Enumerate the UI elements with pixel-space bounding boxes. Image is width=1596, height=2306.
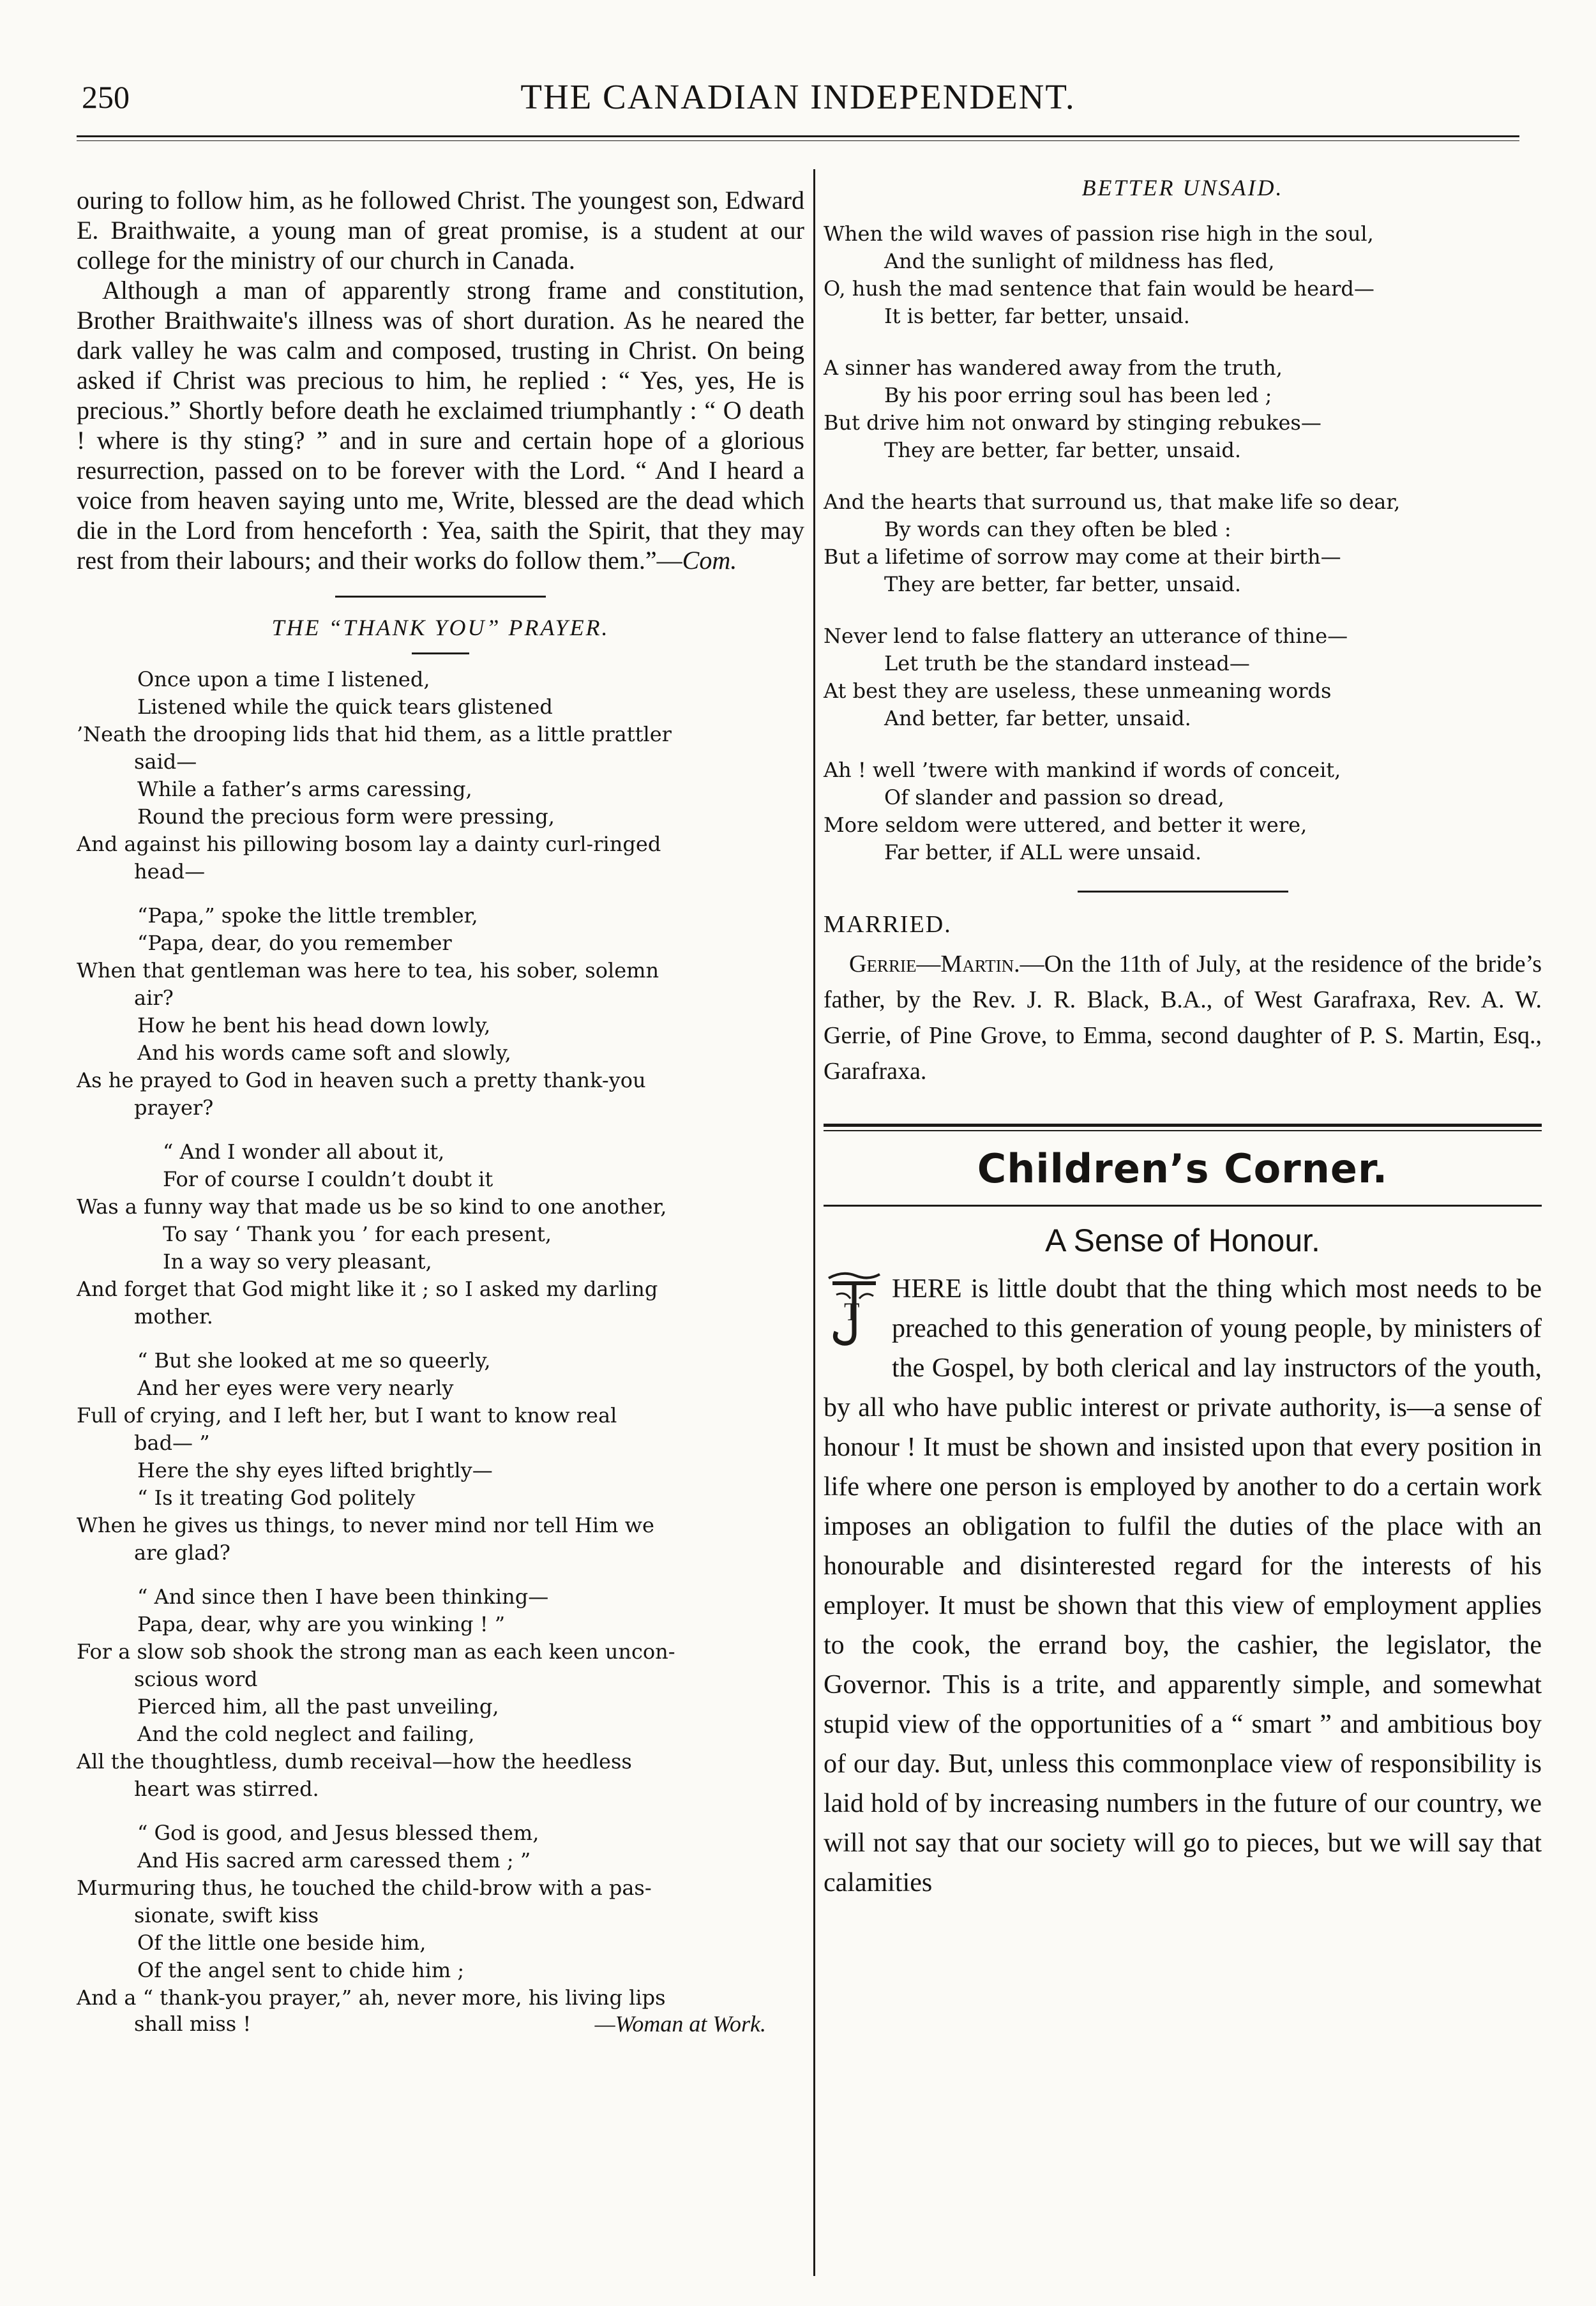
poem-line: When the wild waves of passion rise high in the soul, bbox=[824, 222, 1374, 246]
married-details: —On the 11th of July, at the residence of the bride’s father, by the Rev. J. R. Black, B.A., of West Garafraxa, Rev. A. W. Gerrie, of Pine Grove, to Emma, second daughter of P. S. Martin, Esq., Garafraxa. bbox=[824, 951, 1542, 1085]
poem-line: And the hearts that surround us, that make life so dear, bbox=[824, 490, 1401, 514]
article-title: A Sense of Honour. bbox=[1045, 1223, 1320, 1258]
poem-stanza bbox=[77, 1583, 804, 1803]
double-rule-bottom bbox=[824, 1130, 1542, 1131]
obituary-article bbox=[77, 185, 804, 575]
thank-you-poem bbox=[77, 666, 804, 2012]
poem-line: And His sacred arm caressed them ; ” bbox=[137, 1848, 531, 1873]
married-text bbox=[824, 946, 1542, 1089]
poem-line: When he gives us things, to never mind nor tell Him we bbox=[77, 1513, 654, 1537]
poem-line: Of the angel sent to chide him ; bbox=[137, 1958, 465, 1982]
poem-line: “ And since then I have been thinking— bbox=[137, 1585, 549, 1609]
poem-stanza bbox=[77, 666, 804, 885]
poem-title: THE “THANK YOU” PRAYER. bbox=[271, 615, 610, 640]
obituary-paragraph: ouring to follow him, as he followed Christ. The youngest son, Edward E. Braithwaite, a young man of great promise, is a student at our college for the ministry of our church in Canada. bbox=[77, 186, 804, 275]
poem-line: “ But she looked at me so queerly, bbox=[137, 1348, 491, 1373]
poem-stanza bbox=[824, 220, 1542, 330]
poem-line: said— bbox=[134, 750, 197, 774]
poem-line: prayer? bbox=[134, 1096, 214, 1120]
poem-line: In a way so very pleasant, bbox=[163, 1249, 432, 1274]
left-column bbox=[77, 185, 804, 2038]
poem-line: And her eyes were very nearly bbox=[137, 1376, 454, 1400]
page-header bbox=[77, 61, 1519, 118]
poem-line: are glad? bbox=[134, 1541, 230, 1565]
poem-line: Listened while the quick tears glistened bbox=[137, 695, 553, 719]
poem-stanza bbox=[77, 1820, 804, 2012]
article-paragraph bbox=[824, 1269, 1542, 1903]
poem-last-line: shall miss ! bbox=[134, 2012, 252, 2036]
poem-line: And better, far better, unsaid. bbox=[884, 706, 1191, 730]
poem-line: While a father’s arms caressing, bbox=[137, 777, 472, 801]
poem-line: air? bbox=[134, 986, 174, 1010]
poem-line: Let truth be the standard instead— bbox=[884, 651, 1250, 675]
poem-line: By his poor erring soul has been led ; bbox=[884, 383, 1272, 407]
poem-line: Of slander and passion so dread, bbox=[884, 785, 1224, 810]
poem-line: By words can they often be bled : bbox=[884, 517, 1231, 541]
poem-stanza bbox=[77, 1347, 804, 1567]
married-notice bbox=[824, 907, 1542, 1089]
poem-line: heart was stirred. bbox=[134, 1777, 319, 1801]
ornamental-dropcap-icon bbox=[824, 1269, 884, 1351]
poem-line: It is better, far better, unsaid. bbox=[884, 304, 1190, 328]
obituary-paragraph bbox=[77, 275, 804, 575]
poem-line: Pierced him, all the past unveiling, bbox=[137, 1694, 499, 1719]
poem-line: To say ‘ Thank you ’ for each present, bbox=[163, 1222, 552, 1246]
section-divider bbox=[1078, 891, 1288, 893]
poem-line: “ Is it treating God politely bbox=[137, 1486, 416, 1510]
poem-line: Murmuring thus, he touched the child-brow with a pas- bbox=[77, 1876, 652, 1900]
poem-line: sionate, swift kiss bbox=[134, 1903, 319, 1927]
poem-line: And against his pillowing bosom lay a dainty curl-ringed bbox=[77, 832, 661, 856]
double-rule-top bbox=[824, 1124, 1542, 1127]
page-number: 250 bbox=[82, 79, 130, 115]
poem-line: “ God is good, and Jesus blessed them, bbox=[137, 1821, 539, 1845]
poem-line: Once upon a time I listened, bbox=[137, 667, 430, 691]
poem-line: For a slow sob shook the strong man as each keen uncon- bbox=[77, 1639, 675, 1664]
title-underline bbox=[412, 652, 469, 654]
poem-line: Papa, dear, why are you winking ! ” bbox=[137, 1612, 506, 1636]
poem-line: All the thoughtless, dumb receival—how the heedless bbox=[77, 1749, 632, 1774]
poem-line: scious word bbox=[134, 1667, 258, 1691]
header-rule-left bbox=[77, 135, 1519, 137]
header-rule-thin bbox=[77, 140, 1519, 141]
poem-line: “ And I wonder all about it, bbox=[163, 1140, 445, 1164]
poem-line: Never lend to false flattery an utterance of thine— bbox=[824, 624, 1348, 648]
poem-line: But a lifetime of sorrow may come at their birth— bbox=[824, 545, 1341, 569]
poem-line: Round the precious form were pressing, bbox=[137, 804, 555, 829]
poem-line: They are better, far better, unsaid. bbox=[884, 438, 1242, 462]
poem-stanza bbox=[77, 1138, 804, 1330]
poem-stanza bbox=[824, 622, 1542, 732]
obituary-attribution: Com. bbox=[682, 546, 737, 575]
poem-line: “Papa, dear, do you remember bbox=[137, 931, 452, 955]
poem-line: head— bbox=[134, 859, 206, 884]
poem-line: They are better, far better, unsaid. bbox=[884, 572, 1242, 596]
poem-line: Far better, if ALL were unsaid. bbox=[884, 840, 1202, 864]
poem-line: Full of crying, and I left her, but I want to know real bbox=[77, 1403, 617, 1428]
right-column bbox=[824, 169, 1542, 1903]
poem-line: How he bent his head down lowly, bbox=[137, 1013, 491, 1037]
poem-stanza bbox=[77, 902, 804, 1122]
poem-line: More seldom were uttered, and better it were, bbox=[824, 813, 1307, 837]
poem-line: O, hush the mad sentence that fain would be heard— bbox=[824, 276, 1374, 301]
poem-stanza bbox=[824, 488, 1542, 598]
poem-title: BETTER UNSAID. bbox=[1081, 175, 1284, 200]
poem-line: For of course I couldn’t doubt it bbox=[163, 1167, 493, 1191]
poem-line: And forget that God might like it ; so I asked my darling bbox=[77, 1277, 658, 1301]
childrens-corner-heading: Children’s Corner. bbox=[977, 1145, 1389, 1192]
poem-line: “Papa,” spoke the little trembler, bbox=[137, 903, 478, 928]
poem-line: But drive him not onward by stinging rebukes— bbox=[824, 411, 1321, 435]
corner-rule bbox=[824, 1205, 1542, 1207]
dropcap-letter: T bbox=[844, 1297, 860, 1326]
poem-line: And his words came soft and slowly, bbox=[137, 1041, 511, 1065]
poem-attribution: —Woman at Work. bbox=[594, 2011, 766, 2037]
running-title: THE CANADIAN INDEPENDENT. bbox=[520, 77, 1076, 116]
poem-line: bad— ” bbox=[134, 1431, 210, 1455]
poem-line: Of the little one beside him, bbox=[137, 1931, 426, 1955]
poem-line: Was a funny way that made us be so kind to one another, bbox=[77, 1194, 667, 1219]
article-text: HERE is little doubt that the thing which most needs to be preached to this generation of young people, by ministers of the Gospel, by both clerical and lay instructors of the youth, by all who have public interest or private authority, is—a sense of honour ! It must be shown and insisted upon that every position in life where one person is employed by another to do a certain work imposes an obligation to fulfil the duties of the place with an honourable and disinterested regard for the interests of his employer. It must be shown that this view of employment applies to the cook, the errand boy, the cashier, the legislator, the Governor. This is a trite, and apparently simple, and somewhat stupid view of the opportunities of a “ smart ” and ambitious boy of our day. But, unless this commonplace view of responsibility is laid hold of by increasing numbers in the future of our country, we will not say that our society will go to pieces, but we will say that calamities bbox=[824, 1274, 1542, 1897]
poem-line: mother. bbox=[134, 1304, 213, 1329]
poem-line: And the sunlight of mildness has fled, bbox=[884, 249, 1275, 273]
obituary-paragraph-text: Although a man of apparently strong frame and constitution, Brother Braithwaite's illness was of short duration. As he neared the dark valley he was calm and composed, trusting in Christ. On being asked if Christ was precious to him, he replied : “ Yes, yes, He is precious.” Shortly before death he exclaimed triumphantly : “ O death ! where is thy sting? ” and in sure and certain hope of a glorious resurrection, passed on to be forever with the Lord. “ And I heard a voice from heaven saying unto me, Write, blessed are the dead which die in the Lord from henceforth : Yea, saith the Spirit, that they may rest from their labours; and their works do follow them.”— bbox=[77, 276, 804, 575]
poem-line: Here the shy eyes lifted brightly— bbox=[137, 1458, 493, 1482]
poem-line: As he prayed to God in heaven such a pretty thank-you bbox=[77, 1068, 646, 1092]
poem-stanza bbox=[824, 757, 1542, 866]
poem-stanza bbox=[824, 354, 1542, 464]
poem-line: A sinner has wandered away from the truth, bbox=[824, 356, 1283, 380]
poem-line: And the cold neglect and failing, bbox=[137, 1722, 475, 1746]
married-heading: MARRIED. bbox=[824, 911, 952, 938]
poem-line: And a “ thank-you prayer,” ah, never more, his living lips bbox=[77, 1986, 666, 2010]
poem-line: When that gentleman was here to tea, his sober, solemn bbox=[77, 958, 659, 983]
poem-line: At best they are useless, these unmeaning words bbox=[824, 679, 1332, 703]
poem-line: Ah ! well ’twere with mankind if words of conceit, bbox=[824, 758, 1341, 782]
better-unsaid-poem bbox=[824, 220, 1542, 866]
article-body bbox=[824, 1269, 1542, 1903]
poem-line: ’Neath the drooping lids that hid them, as a little prattler bbox=[77, 722, 672, 746]
section-divider bbox=[335, 596, 546, 598]
poem-signature-row bbox=[77, 2010, 804, 2038]
column-divider bbox=[813, 169, 815, 2276]
married-names: Gerrie—Martin. bbox=[849, 951, 1020, 977]
